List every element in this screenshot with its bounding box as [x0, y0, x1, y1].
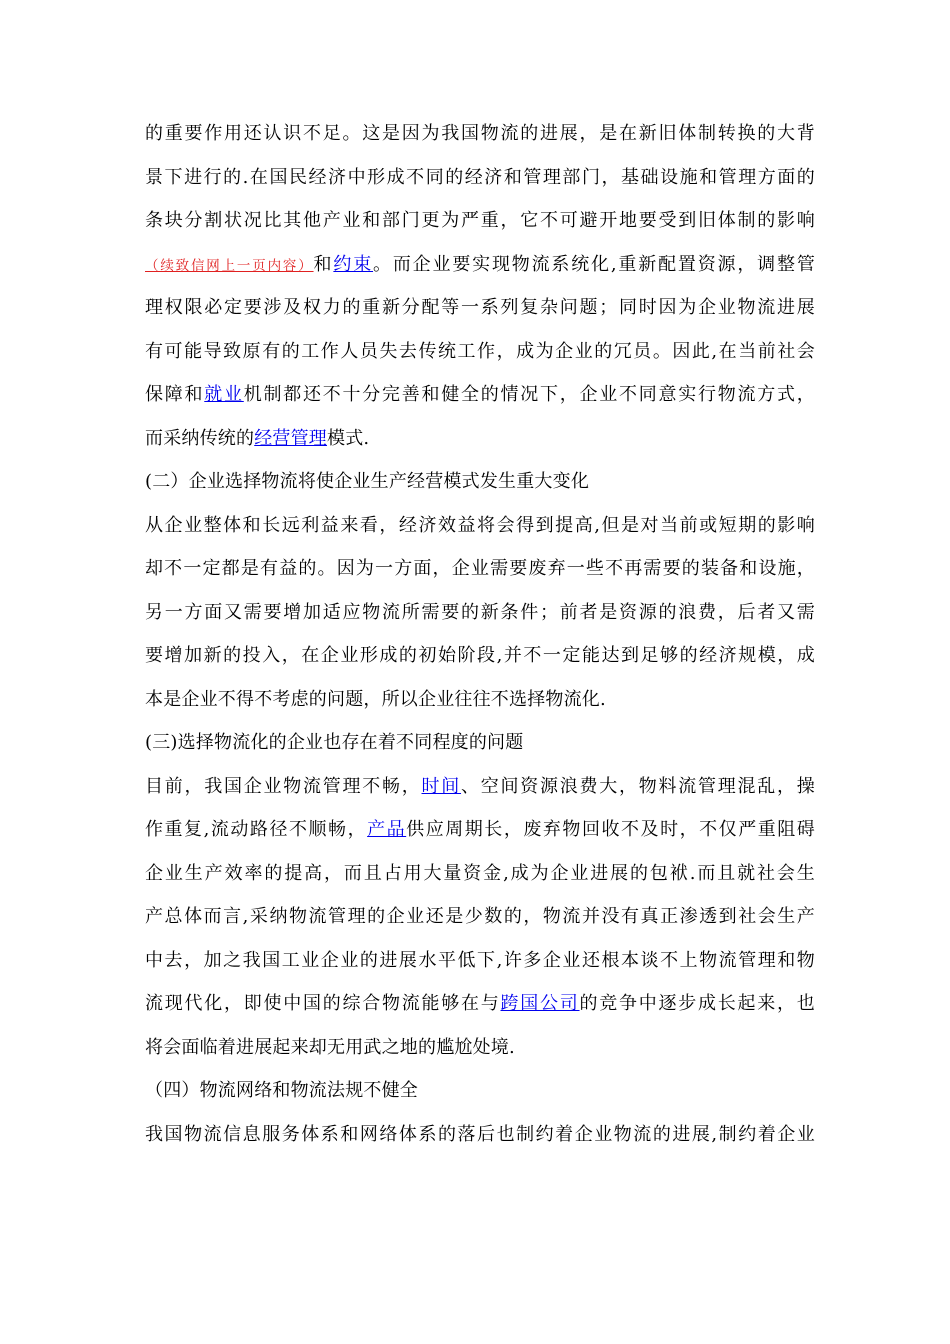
text-span: 流现代化，即使中国的综合物流能够在与: [145, 993, 501, 1014]
paragraph-line: 产总体而言,采纳物流管理的企业还是少数的，物流并没有真正渗透到社会生产: [145, 906, 815, 927]
paragraph-line: [145, 243, 815, 287]
text-span: 模式.: [327, 427, 370, 449]
link-jingying-guanli[interactable]: 经营管理: [254, 427, 328, 449]
paragraph-line: 我国物流信息服务体系和网络体系的落后也制约着企业物流的进展,制约着企业: [145, 1123, 815, 1145]
text-span: 供应周期长，废弃物回收不及时，不仅严重阻碍: [406, 819, 815, 840]
text-span: 而采纳传统的: [145, 427, 255, 449]
link-jiuye[interactable]: 就业: [204, 384, 244, 405]
text-span: 的竞争中逐步成长起来，也: [579, 993, 815, 1014]
paragraph-line: [145, 765, 815, 809]
paragraph-line: 有可能导致原有的工作人员失去传统工作，成为企业的冗员。因此,在当前社会: [145, 340, 815, 362]
paragraph-line: 将会面临着进展起来却无用武之地的尴尬处境.: [145, 1036, 515, 1058]
paragraph-line: 理权限必定要涉及权力的重新分配等一系列复杂问题；同时因为企业物流进展: [145, 297, 815, 318]
text-span: 和: [313, 253, 334, 275]
link-shijian[interactable]: 时间: [421, 775, 462, 797]
paragraph-line: 的重要作用还认识不足。这是因为我国物流的进展，是在新旧体制转换的大背: [145, 123, 815, 144]
text-span: 机制都还不十分完善和健全的情况下，企业不同意实行物流方式，: [243, 384, 815, 405]
text-span: 保障和: [145, 384, 205, 405]
paragraph-line: [145, 808, 815, 852]
continuation-note-link[interactable]: （续致信网上一页内容）: [145, 257, 314, 274]
text-span: 作重复,流动路径不顺畅，: [145, 819, 368, 840]
paragraph-line: [145, 373, 815, 417]
section-heading: (三)选择物流化的企业也存在着不同程度的问题: [145, 732, 524, 753]
paragraph-line: 条块分割状况比其他产业和部门更为严重，它不可避开地要受到旧体制的影响: [145, 210, 815, 231]
section-heading: (二）企业选择物流将使企业生产经营模式发生重大变化: [145, 471, 590, 492]
paragraph-line: [145, 982, 815, 1026]
paragraph-line: 从企业整体和长远利益来看，经济效益将会得到提高,但是对当前或短期的影响: [145, 514, 815, 536]
paragraph-line: [145, 417, 815, 461]
paragraph-line: 却不一定都是有益的。因为一方面，企业需要废弃一些不再需要的装备和设施，: [145, 558, 815, 579]
paragraph-line: 企业生产效率的提高，而且占用大量资金,成为企业进展的包袱.而且就社会生: [145, 862, 815, 884]
document-page: [145, 112, 815, 1156]
link-yueshu[interactable]: 约束: [333, 253, 374, 275]
section-heading: （四）物流网络和物流法规不健全: [145, 1080, 418, 1101]
paragraph-line: 景下进行的.在国民经济中形成不同的经济和管理部门，基础设施和管理方面的: [145, 166, 815, 188]
link-kuaguo-gongsi[interactable]: 跨国公司: [500, 993, 580, 1014]
paragraph-line: 要增加新的投入，在企业形成的初始阶段,并不一定能达到足够的经济规模，成: [145, 645, 815, 666]
link-chanpin[interactable]: 产品: [367, 819, 407, 840]
text-span: 、空间资源浪费大，物料流管理混乱，操: [461, 775, 815, 797]
paragraph-line: 中去，加之我国工业企业的进展水平低下,许多企业还根本谈不上物流管理和物: [145, 949, 815, 971]
text-span: 目前，我国企业物流管理不畅，: [145, 775, 422, 797]
text-span: 。而企业要实现物流系统化,重新配置资源，调整管: [373, 253, 815, 275]
paragraph-line: 另一方面又需要增加适应物流所需要的新条件；前者是资源的浪费，后者又需: [145, 601, 815, 623]
paragraph-line: 本是企业不得不考虑的问题，所以企业往往不选择物流化.: [145, 688, 606, 710]
